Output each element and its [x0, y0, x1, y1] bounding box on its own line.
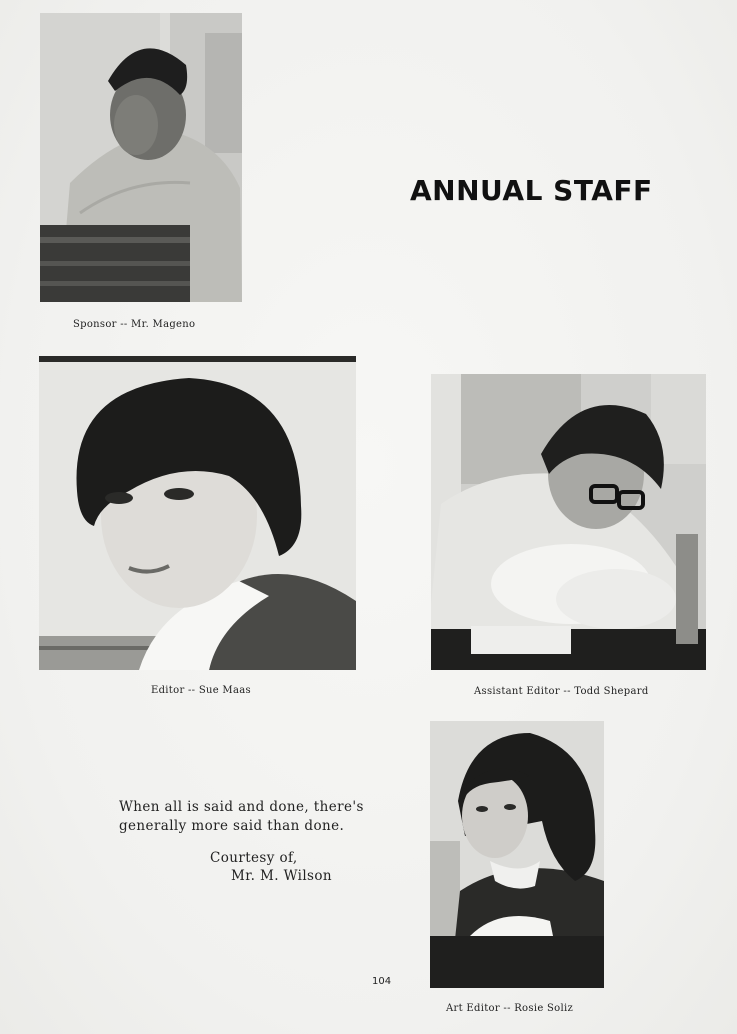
assistant-editor-photo — [431, 374, 706, 670]
quote-credit-line-2: Mr. M. Wilson — [231, 868, 333, 884]
quote-credit-line-1: Courtesy of, — [210, 850, 298, 866]
assistant-editor-caption: Assistant Editor -- Todd Shepard — [474, 686, 649, 697]
editor-caption: Editor -- Sue Maas — [151, 685, 251, 696]
sponsor-caption: Sponsor -- Mr. Mageno — [73, 319, 196, 330]
quote-line-1: When all is said and done, there's — [119, 799, 364, 815]
page-title: ANNUAL STAFF — [410, 174, 653, 207]
page-number: 104 — [372, 976, 392, 987]
quote — [119, 798, 364, 836]
quote-line-2: generally more said than done. — [119, 818, 345, 834]
art-editor-caption: Art Editor -- Rosie Soliz — [446, 1003, 574, 1014]
editor-photo — [39, 356, 356, 670]
art-editor-photo — [430, 721, 604, 988]
sponsor-photo — [40, 13, 242, 302]
